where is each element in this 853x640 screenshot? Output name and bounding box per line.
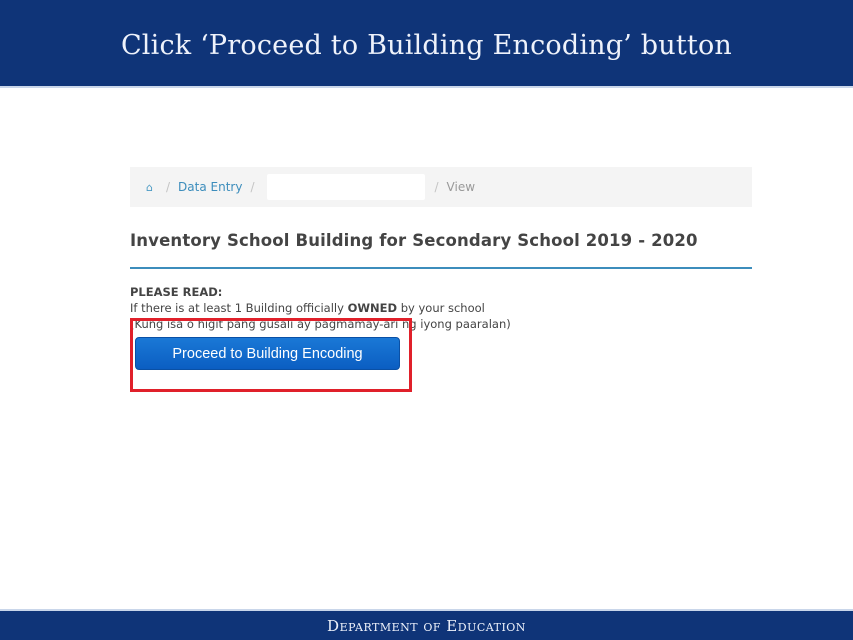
breadcrumb-separator: / bbox=[250, 180, 255, 194]
notice-text: by your school bbox=[397, 301, 485, 315]
breadcrumb-redacted-item bbox=[267, 174, 425, 200]
proceed-to-building-encoding-button[interactable]: Proceed to Building Encoding bbox=[135, 337, 400, 370]
breadcrumb-data-entry[interactable]: Data Entry bbox=[178, 180, 243, 194]
breadcrumb-separator: / bbox=[166, 180, 171, 194]
owned-emphasis: OWNED bbox=[347, 301, 398, 315]
instruction-text: Click ‘Proceed to Building Encoding’ button bbox=[120, 29, 733, 61]
notice-text: If there is at least 1 Building officially bbox=[130, 301, 348, 315]
notice-line-1 bbox=[130, 300, 511, 316]
page-title: Inventory School Building for Secondary School 2019 - 2020 bbox=[130, 231, 698, 250]
footer-banner bbox=[0, 609, 853, 640]
notice-line-2: (Kung isa o higit pang gusali ay pagmamay-ari ng iyong paaralan) bbox=[130, 317, 511, 331]
notice-label: PLEASE READ: bbox=[130, 285, 223, 299]
breadcrumb-view: View bbox=[446, 180, 476, 194]
breadcrumb bbox=[130, 167, 752, 207]
please-read-notice bbox=[130, 284, 511, 332]
title-divider bbox=[130, 267, 752, 269]
home-icon[interactable]: ⌂ bbox=[146, 180, 153, 194]
instruction-banner bbox=[0, 0, 853, 88]
organization-name: Department of Education bbox=[327, 616, 526, 635]
breadcrumb-separator: / bbox=[434, 180, 439, 194]
